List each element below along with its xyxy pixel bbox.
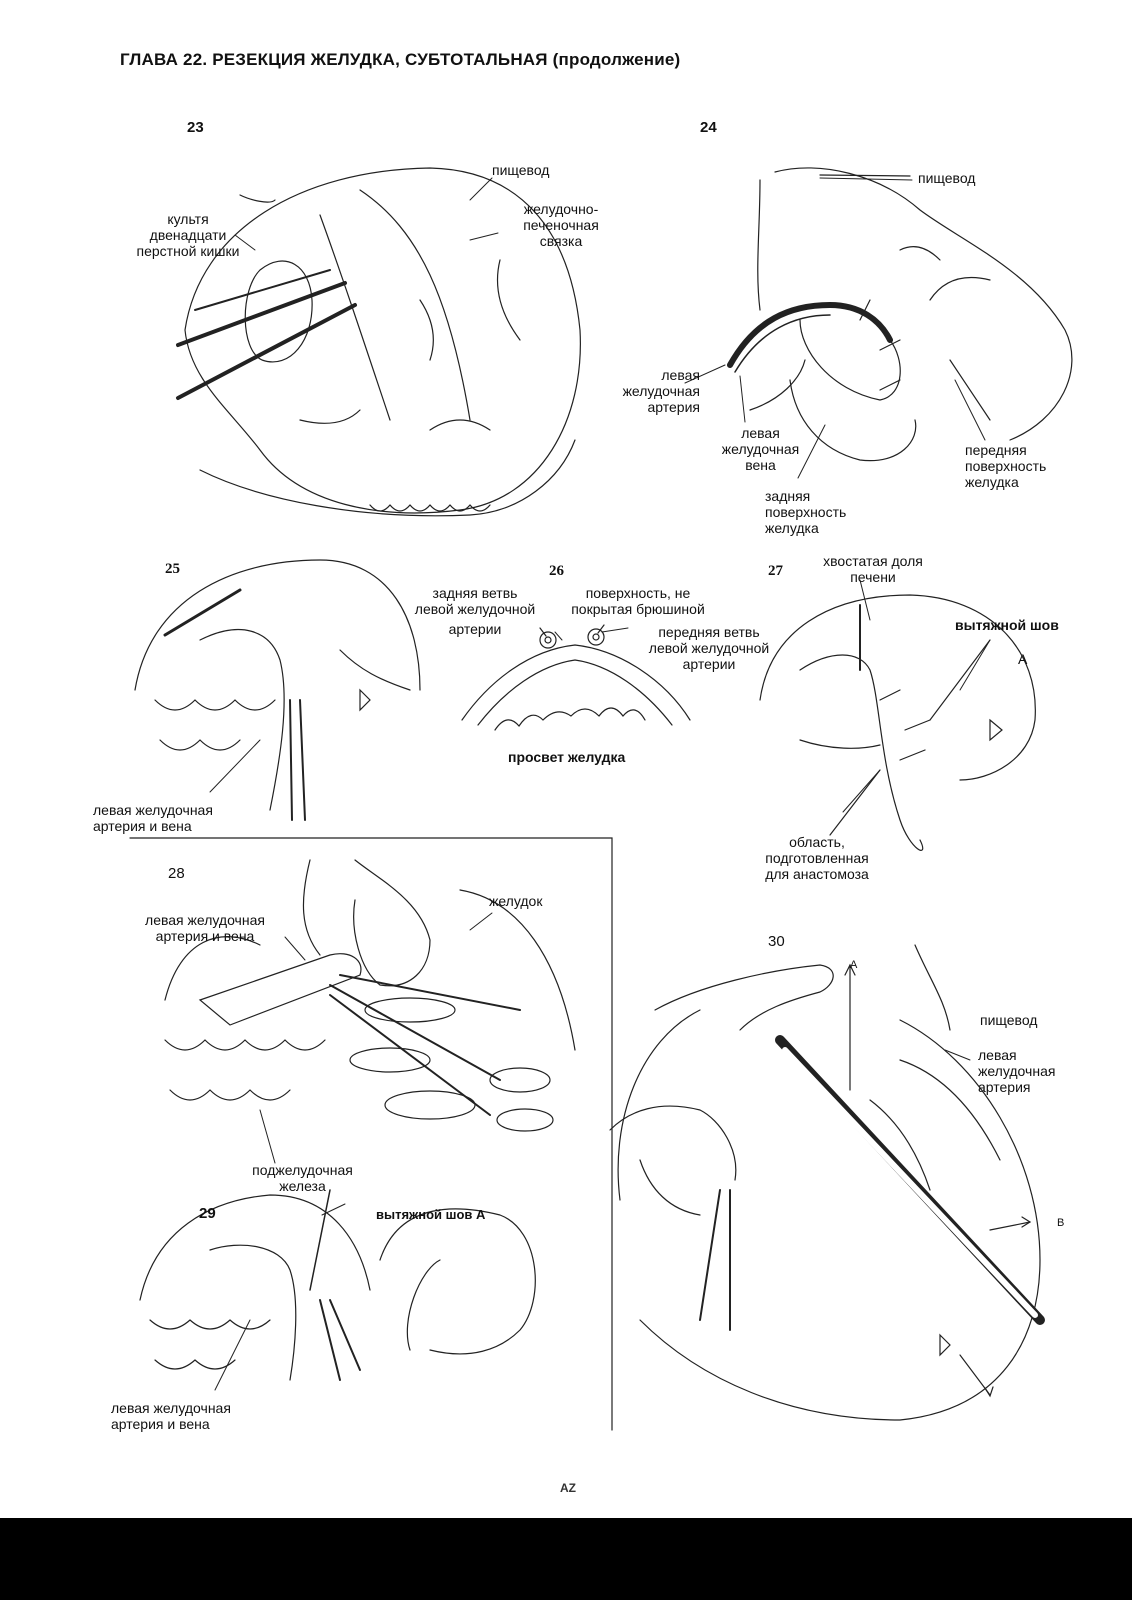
f24-back-line-3: желудка [765, 520, 819, 536]
f26-ant-line-3: артерии [682, 656, 736, 672]
figure-24-number: 24 [700, 119, 717, 136]
f29-av-line-1: левая желудочная [111, 1400, 231, 1416]
f24-vein-line-3: вена [745, 457, 776, 473]
f25-av-line-1: левая желудочная [93, 802, 213, 818]
f30-a-label: А [850, 959, 858, 971]
figure-30-number: 30 [768, 933, 785, 950]
f24-artery-line-2: желудочная [622, 383, 700, 399]
f24-esophagus-label: пищевод [918, 170, 976, 186]
f30-artery-line-3: артерия [978, 1079, 1031, 1095]
f25-av-line-2: артерия и вена [93, 818, 192, 834]
f28-pancreas-label [235, 1162, 370, 1194]
f23-stump-label [118, 211, 258, 259]
f26-ant-line-2: левой желудочной [648, 640, 770, 656]
f24-artery-label [595, 367, 700, 415]
f27-area-label [752, 834, 882, 882]
figure-27-drawing [760, 595, 1035, 850]
title-main: ГЛАВА 22. РЕЗЕКЦИЯ ЖЕЛУДКА, СУБТОТАЛЬНАЯ [120, 50, 548, 69]
figure-23-number: 23 [187, 119, 204, 136]
figure-25-drawing [135, 560, 420, 820]
f27-area-line-3: для анастомоза [765, 866, 869, 882]
f25-artery-vein-label [93, 802, 213, 834]
f23-stump-line-2: двенадцати [149, 227, 227, 243]
f26-surf-line-2: покрытая брюшиной [571, 601, 705, 617]
f27-lobe-line-1: хвостатая доля [823, 553, 923, 569]
f24-back-line-2: поверхность [765, 504, 847, 520]
f27-caudate-lobe-label [808, 553, 938, 585]
f26-surface-label [553, 585, 723, 617]
f23-ligament-label [506, 201, 616, 249]
f28-av-line-1: левая желудочная [145, 912, 265, 928]
f24-artery-line-3: артерия [647, 399, 700, 415]
f29-suture-label: вытяжной шов А [376, 1207, 486, 1222]
f26-lumen-label: просвет желудка [508, 749, 626, 765]
figure-29-number: 29 [199, 1205, 216, 1222]
f24-front-line-1: передняя [965, 442, 1027, 458]
f30-esophagus-label: пищевод [980, 1012, 1038, 1028]
f28-stomach-label: желудок [489, 893, 543, 909]
f23-stump-line-3: перстной кишки [136, 243, 240, 259]
f30-b-label: В [1057, 1217, 1065, 1229]
f28-pancreas-line-2: железа [279, 1178, 326, 1194]
title-continuation: (продолжение) [552, 50, 681, 69]
f23-ligament-line-3: связка [539, 233, 583, 249]
figure-28-number: 28 [168, 865, 185, 882]
figure-30-drawing [610, 945, 1040, 1420]
f30-artery-line-2: желудочная [978, 1063, 1056, 1079]
f27-lobe-line-2: печени [850, 569, 896, 585]
f30-artery-line-1: левая [978, 1047, 1017, 1063]
f23-ligament-line-2: печеночная [523, 217, 599, 233]
f27-a-label: А [1018, 651, 1028, 667]
figure-25-number: 25 [165, 561, 180, 577]
f26-surf-line-1: поверхность, не [585, 585, 691, 601]
f26-anterior-branch-label [634, 624, 784, 672]
f24-back-surface-label [765, 488, 846, 536]
f23-esophagus-label: пищевод [492, 162, 550, 178]
f29-av-line-2: артерия и вена [111, 1416, 210, 1432]
figure-26-number: 26 [549, 563, 564, 579]
figure-24-drawing [730, 168, 1072, 461]
f26-ant-line-1: передняя ветвь [658, 624, 760, 640]
f24-front-line-2: поверхность [965, 458, 1047, 474]
f26-posterior-branch-label [400, 585, 550, 637]
f24-front-surface-label [965, 442, 1046, 490]
f26-post-line-1: задняя ветвь [432, 585, 518, 601]
f27-area-line-2: подготовленная [765, 850, 869, 866]
f24-front-line-3: желудка [965, 474, 1019, 490]
scan-footer-bar [0, 1518, 1132, 1600]
f24-vein-line-2: желудочная [721, 441, 800, 457]
figure-27-number: 27 [768, 563, 783, 579]
f28-av-line-2: артерия и вена [155, 928, 255, 944]
f27-area-line-1: область, [789, 834, 845, 850]
page-mark: AZ [560, 1481, 576, 1495]
f24-vein-line-1: левая [741, 425, 780, 441]
f28-pancreas-line-1: поджелудочная [252, 1162, 353, 1178]
f23-stump-line-1: культя [167, 211, 209, 227]
f29-artery-vein-label [111, 1400, 231, 1432]
f30-artery-label [978, 1047, 1055, 1095]
f28-artery-vein-label [125, 912, 285, 944]
f24-artery-line-1: левая [661, 367, 700, 383]
f27-suture-label: вытяжной шов [955, 617, 1059, 633]
f26-post-line-3: артерии [448, 621, 502, 637]
f24-back-line-1: задняя [765, 488, 811, 504]
f23-ligament-line-1: желудочно- [523, 201, 599, 217]
f26-post-line-2: левой желудочной [414, 601, 536, 617]
page-title [120, 50, 680, 70]
f24-vein-label [708, 425, 813, 473]
